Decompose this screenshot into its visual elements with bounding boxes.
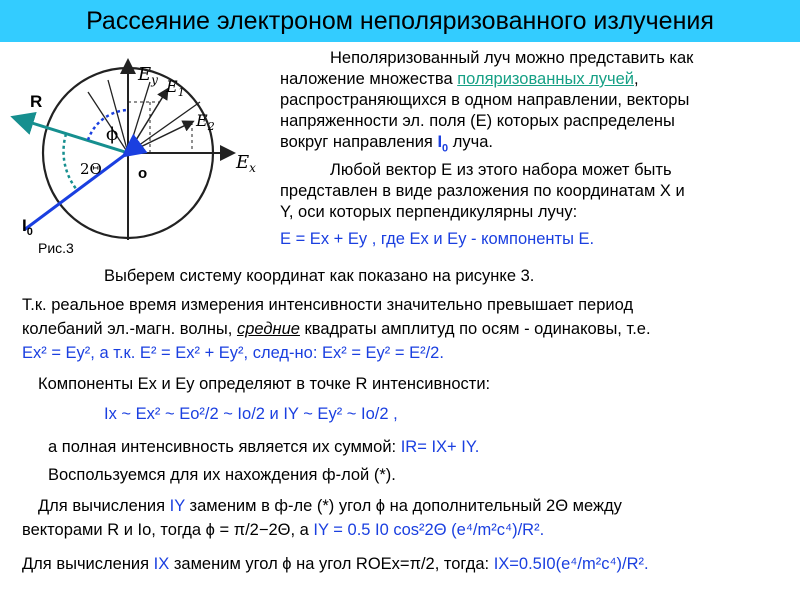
- label-R: R: [30, 92, 43, 111]
- svg-text:Ex: $E_x$: [236, 152, 256, 175]
- components-line: Компоненты Ex и Ey определяют в точке R интенсивности:: [38, 375, 491, 393]
- p2-line4-formula: E = Ex + Ey , где Ex и Ey - компоненты Е.: [280, 230, 595, 248]
- p1-line4: напряженности эл. поля (Е) которых распределены: [280, 112, 675, 130]
- page-title: Рассеяние электроном неполяризованного излучения: [86, 7, 714, 35]
- p2-line1: Любой вектор Е из этого набора может быть: [330, 161, 672, 179]
- use-formula-line: Воспользуемся для их нахождения ф-лой (*).: [48, 466, 396, 484]
- p5-line: Для вычисления IX заменим угол ϕ на угол ROEx=π/2, тогда: IX=0.5I0(e⁴/m²c⁴)/R².: [22, 555, 649, 573]
- polarized-rays-link[interactable]: поляризованных лучей: [457, 70, 635, 88]
- svg-text:I0: $I_0$: [22, 216, 33, 238]
- p2-line3: Y, оси которых перпендикулярны лучу:: [280, 203, 578, 221]
- label-2theta: 2Θ: [80, 160, 102, 178]
- two-theta-arc: [64, 134, 77, 190]
- p2-line2: представлен в виде разложения по координатам X и: [280, 182, 685, 200]
- label-phi: ϕ: [106, 124, 119, 145]
- p1-line3: распространяющихся в одном направлении, векторы: [280, 91, 690, 109]
- p3-line3: Ex² = Ey², а т.к. E² = Ex² + Ey², след-но: Ex² = Ey² = E²/2.: [22, 344, 444, 362]
- p3-line1: Т.к. реальное время измерения интенсивности значительно превышает период: [22, 296, 634, 314]
- p4-line1: Для вычисления IY заменим в ф-ле (*) угол ϕ на дополнительный 2Θ между: [38, 497, 622, 515]
- p1-line1: Неполяризованный луч можно представить как: [330, 49, 694, 67]
- p4-line2: векторами R и Io, тогда ϕ = π/2−2Θ, а IY = 0.5 I0 cos²2Θ (e⁴/m²c⁴)/R².: [22, 521, 545, 539]
- p1-line5: вокруг направления $I_0$ луча.: [280, 133, 493, 155]
- figure-caption: Рис.3: [38, 240, 74, 256]
- choose-coords-line: Выберем систему координат как показано на рисунке 3.: [104, 267, 535, 285]
- label-O: o: [138, 165, 148, 182]
- svg-text:Ey: $E_y$: [138, 64, 158, 87]
- figure-3: [0, 40, 280, 270]
- intensity-formula: Ix ~ Ex² ~ Eo²/2 ~ Io/2 и IY ~ Ey² ~ Io/2 ,: [104, 405, 398, 423]
- p3-line2: колебаний эл.-магн. волны, средние квадраты амплитуд по осям - одинаковы, т.е.: [22, 320, 651, 338]
- sum-line: а полная интенсивность является их суммой: IR= IX+ IY.: [48, 438, 480, 456]
- p1-line2: наложение множества поляризованных лучей,: [280, 70, 639, 88]
- svg-text:E2: $E_2$: [196, 111, 215, 133]
- svg-text:E1: $E_1$: [166, 77, 185, 99]
